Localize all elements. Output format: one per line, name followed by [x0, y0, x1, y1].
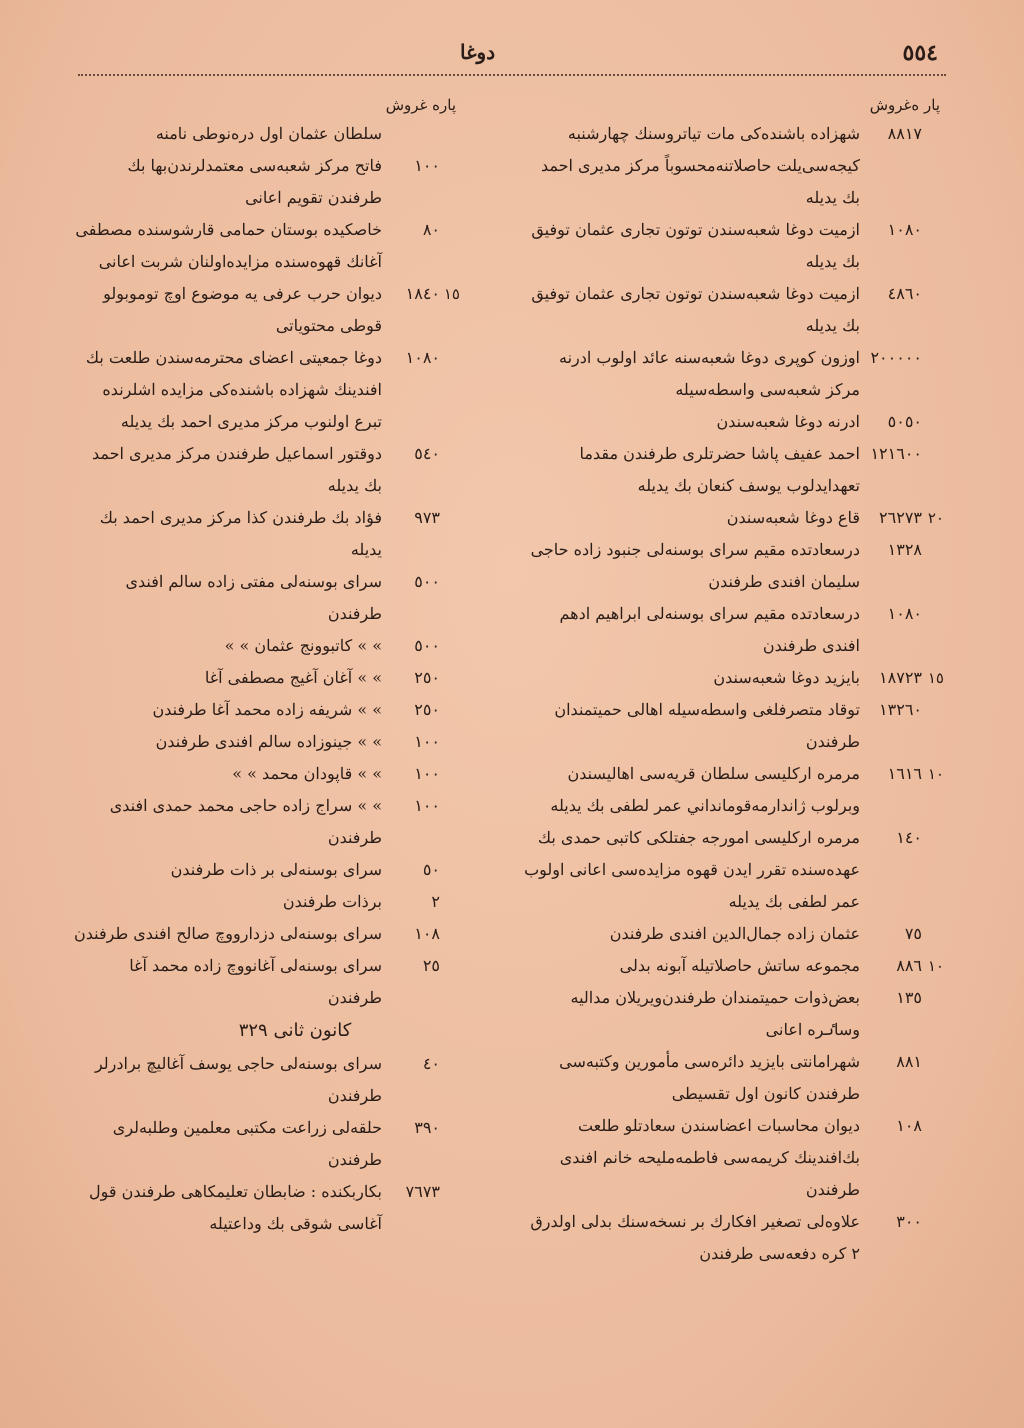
entry-kurus: ٣٠٠ [896, 1212, 922, 1231]
entry-kurus: ٨٨٦ [896, 956, 922, 975]
entry-kurus: ١٦١٦ [887, 764, 922, 783]
entry-kurus: ١٠٠ [414, 796, 440, 815]
entry-text: سرای بوسنه‌لی آغانووچ زاده محمد آغا طرفندن [129, 956, 382, 1007]
entry-text: سرای بوسنه‌لی حاجی یوسف آغالیچ برادرلر طرفندن [94, 1054, 382, 1105]
entry-text: ازمیت دوغا شعبه‌سندن توتون تجاری عثمان توفیق بك یدیله [531, 220, 860, 271]
entry-text: » » سراج زاده حاجی محمد حمدی افندی طرفندن [109, 796, 382, 847]
entry-text: » » كاتبوونج عثمان » » [224, 636, 382, 655]
ledger-entry [70, 630, 460, 662]
entry-text: علاوه‌لی تصغیر افكارك بر نسخه‌سنك بدلی اولدرق ٢ كره دفعه‌سی طرفندن [530, 1212, 860, 1263]
ledger-entry [70, 1176, 460, 1240]
ledger-entry [524, 1046, 944, 1110]
ledger-entry [70, 278, 460, 342]
entry-text: خاصكیده بوستان حمامی قارشوسنده مصطفی آغانك قهوه‌سنده مزایده‌اولنان شربت اعانی [75, 220, 382, 271]
entry-para: ١٥ [443, 285, 460, 303]
entry-text: بكاربكنده : ضابطان تعلیمكاهی طرفندن قول آغاسی شوقی بك وداعتیله [88, 1182, 382, 1233]
entry-kurus: ٢٥٠ [414, 668, 440, 687]
entry-text: بایزید دوغا شعبه‌سندن [713, 668, 860, 687]
ledger-entry [524, 950, 944, 982]
left-column [70, 92, 460, 1240]
entry-text: فاتح مركز شعبه‌سی معتمدلرندن‌بها بك طرفندن تقویم اعانی [127, 156, 382, 207]
header-divider [78, 74, 946, 76]
ledger-entry [70, 150, 460, 214]
left-entry-list [70, 118, 460, 1014]
ledger-entry [70, 342, 460, 438]
entry-kurus: ٤٠ [422, 1054, 440, 1073]
ledger-entry [70, 118, 460, 150]
left-entry-list-after-date [70, 1048, 460, 1240]
entry-text: سرای بوسنه‌لی مفتی زاده سالم افندی طرفندن [125, 572, 382, 623]
ledger-entry [70, 1048, 460, 1112]
entry-kurus: ٧٦٧٣ [405, 1182, 440, 1201]
ledger-entry [524, 758, 944, 822]
page-number: ٥٥٤ [902, 40, 938, 66]
entry-kurus: ٢ [431, 892, 440, 911]
ledger-entry [524, 982, 944, 1046]
entry-kurus: ١٠٨٠ [887, 220, 922, 239]
entry-text: » » آغان آغیج مصطفی آغا [204, 668, 382, 687]
entry-para: ١٥ [927, 669, 944, 687]
entry-text: قاع دوغا شعبه‌سندن [726, 508, 860, 527]
ledger-entry [524, 534, 944, 598]
entry-text: بعض‌ذوات حمیتمندان طرفندن‌ویریلان مدالیه وساٸره اعانی [570, 988, 860, 1039]
page-header [0, 36, 1024, 76]
ledger-entry [70, 726, 460, 758]
entry-kurus: ٥٠ [422, 860, 440, 879]
entry-text: برذات طرفندن [282, 892, 382, 911]
running-title: دوغا [460, 40, 496, 64]
entry-kurus: ١٠٨٠ [405, 348, 440, 367]
entry-text: » » جینوزاده سالم افندی طرفندن [155, 732, 382, 751]
ledger-entry [70, 502, 460, 566]
entry-para: ١٠ [927, 765, 944, 783]
entry-text: مجموعه ساتش حاصلاتیله آبونه بدلی [619, 956, 860, 975]
entry-kurus: ١٠٠ [414, 156, 440, 175]
entry-text: شهزاده باشنده‌كی مات تیاتروسنك چهارشنبه كیجه‌سی‌یلت حاصلاتنه‌محسوباً مركز مدیری احمد بك یدیله [540, 124, 860, 207]
ledger-entry [70, 790, 460, 854]
entry-kurus: ٥٠٠ [414, 636, 440, 655]
entry-kurus: ١٨٤٠ [405, 284, 440, 303]
entry-text: دوغا جمعیتی اعضای محترمه‌سندن طلعت بك افندینك شهزاده باشنده‌كی مزایده اشلرنده تبرع اولنوب مركز مدیری احمد بك یدیله [85, 348, 382, 431]
ledger-entry [524, 118, 944, 214]
ledger-entry [524, 918, 944, 950]
entry-kurus: ٥٠٥٠ [887, 412, 922, 431]
entry-kurus: ٢٥ [422, 956, 440, 975]
entry-kurus: ١٣٥ [896, 988, 922, 1007]
entry-kurus: ٢٥٠ [414, 700, 440, 719]
entry-kurus: ١٠٠ [414, 732, 440, 751]
ledger-entry [524, 438, 944, 502]
entry-text: سرای بوسنه‌لی بر ذات طرفندن [170, 860, 382, 879]
entry-text: ازمیت دوغا شعبه‌سندن توتون تجاری عثمان توفیق بك یدیله [531, 284, 860, 335]
entry-kurus: ٨٨١ [896, 1052, 922, 1071]
entry-kurus: ٨٠ [422, 220, 440, 239]
ledger-entry [524, 1110, 944, 1206]
entry-text: دیوان محاسبات اعضاسندن سعادتلو طلعت بك‌افندینك كریمه‌سی فاطمه‌ملیحه خانم افندی طرفندن [559, 1116, 860, 1199]
right-entry-list [524, 118, 944, 1270]
ledger-entry [524, 502, 944, 534]
entry-kurus: ١٠٨ [896, 1116, 922, 1135]
entry-kurus: ٥٤٠ [414, 444, 440, 463]
right-column [524, 92, 944, 1270]
ledger-entry [524, 342, 944, 406]
entry-kurus: ١٣٢٦٠ [879, 700, 922, 719]
entry-text: ادرنه دوغا شعبه‌سندن [716, 412, 860, 431]
ledger-entry [70, 438, 460, 502]
entry-kurus: ٤٨٦٠ [887, 284, 922, 303]
ledger-entry [70, 918, 460, 950]
ledger-entry [70, 854, 460, 886]
entry-kurus: ١٨٧٢٣ [879, 668, 922, 687]
entry-text: سرای بوسنه‌لی دزدارووچ صالح افندی طرفندن [74, 924, 382, 943]
entry-kurus: ١٤٠ [896, 828, 922, 847]
entry-para: ٢٠ [927, 509, 944, 527]
entry-text: مرمره اركلیسی سلطان قریه‌سی اهالیسندن وبرلوب ژاندارمه‌قومانداني عمر لطفی بك یدیله [550, 764, 860, 815]
left-column-heading: پاره غروش [385, 96, 456, 114]
ledger-entry [70, 566, 460, 630]
entry-text: درسعادتده مقیم سرای بوسنه‌لی جنبود زاده حاجی سلیمان افندی طرفندن [530, 540, 860, 591]
ledger-entry [524, 822, 944, 918]
entry-kurus: ٣٩٠ [414, 1118, 440, 1137]
entry-text: سلطان عثمان اول دره‌نوطی نامنه [155, 124, 382, 143]
right-column-heading: پار ه‌غروش [869, 96, 940, 114]
ledger-entry [70, 214, 460, 278]
entry-kurus: ٧٥ [904, 924, 922, 943]
ledger-entry [70, 662, 460, 694]
entry-text: توقاد متصرفلغی واسطه‌سیله اهالی حمیتمندان طرفندن [554, 700, 860, 751]
entry-text: » » شریفه زاده محمد آغا طرفندن [152, 700, 382, 719]
ledger-entry [524, 406, 944, 438]
entry-kurus: ٥٠٠ [414, 572, 440, 591]
ledger-entry [70, 758, 460, 790]
ledger-entry [524, 1206, 944, 1270]
section-date: كانون ثانی ٣٢٩ [238, 1020, 352, 1041]
entry-kurus: ١٠٨ [414, 924, 440, 943]
entry-text: شهرامانتی بایزید دائره‌سی مأمورین وكتبه‌سی طرفندن كانون اول تقسیطی [559, 1052, 860, 1103]
ledger-entry [70, 950, 460, 1014]
entry-text: » » قاپودان محمد » » [232, 764, 382, 783]
entry-kurus: ١٠٠ [414, 764, 440, 783]
entry-text: احمد عفیف پاشا حضرتلری طرفندن مقدما تعهداید‌لوب یوسف كنعان بك یدیله [579, 444, 860, 495]
entry-kurus: ٢٦٢٧٣ [879, 508, 922, 527]
ledger-entry [524, 662, 944, 694]
entry-text: فؤاد بك طرفندن كذا مركز مدیری احمد بك یدیله [99, 508, 382, 559]
entry-kurus: ٨٨١٧ [887, 124, 922, 143]
entry-text: اوزون كوپری دوغا شعبه‌سنه عائد اولوب ادرنه مركز شعبه‌سی واسطه‌سیله [559, 348, 860, 399]
ledger-entry [524, 598, 944, 662]
entry-text: حلقه‌لی زراعت مكتبی معلمین وطلبه‌لری طرفندن [112, 1118, 382, 1169]
entry-para: ١٠ [927, 957, 944, 975]
ledger-entry [70, 694, 460, 726]
entry-text: درسعادتده مقیم سرای بوسنه‌لی ابراهیم ادهم افندی طرفندن [559, 604, 860, 655]
entry-kurus: ٢٠٠٠٠٠ [870, 348, 922, 367]
entry-kurus: ١٢١٦٠٠ [870, 444, 922, 463]
entry-text: عثمان زاده جمال‌الدین افندی طرفندن [609, 924, 860, 943]
entry-kurus: ١٣٢٨ [887, 540, 922, 559]
ledger-entry [524, 214, 944, 278]
ledger-entry [70, 1112, 460, 1176]
ledger-entry [524, 694, 944, 758]
ledger-entry [70, 886, 460, 918]
entry-text: مرمره اركلیسی امورجه جفتلكی كاتبی حمدی بك عهده‌سنده تقرر ایدن قهوه مزایده‌سی اعانی اولوب عمر لطفی بك یدیله [524, 828, 860, 911]
entry-kurus: ٩٧٣ [414, 508, 440, 527]
entry-text: دوقتور اسماعیل طرفندن مركز مدیری احمد بك یدیله [91, 444, 382, 495]
entry-kurus: ١٠٨٠ [887, 604, 922, 623]
ledger-entry [524, 278, 944, 342]
entry-text: دیوان حرب عرفی یه موضوع اوچ توموبولو قوطی محتویاتی [103, 284, 382, 335]
